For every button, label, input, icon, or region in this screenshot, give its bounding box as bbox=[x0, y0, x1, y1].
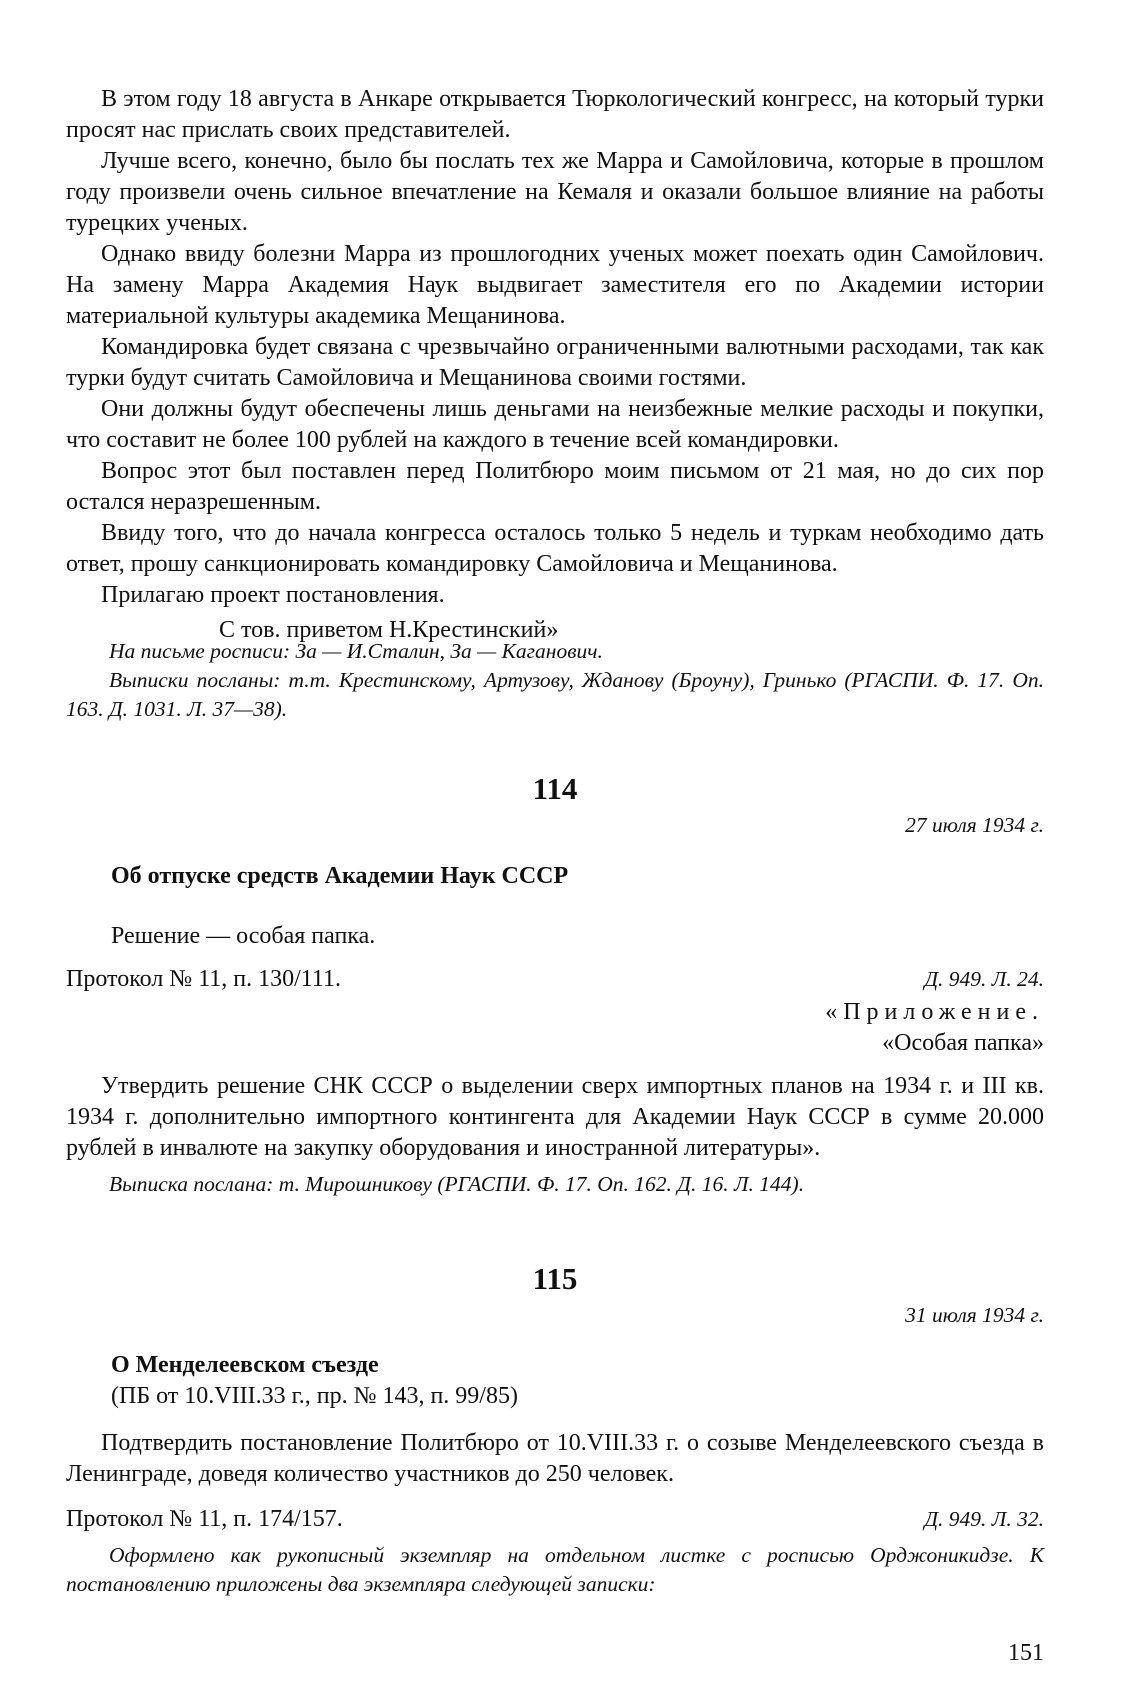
page-footer bbox=[66, 1640, 1044, 1667]
resolution-text: Подтвердить постановление Политбюро от 10.VIII.33 г. о созыве Менделеевского съезда в Ленинграде, доведя количество участников до 250 человек. bbox=[66, 1430, 1044, 1487]
signature: С тов. приветом Н.Крестинский» bbox=[219, 617, 559, 643]
letter-body bbox=[66, 84, 1044, 646]
protocol: Протокол № 11, п. 130/111. bbox=[66, 966, 342, 992]
document-date: 27 июля 1934 г. bbox=[905, 813, 1044, 837]
document-title: Об отпуске средств Академии Наук СССР bbox=[111, 863, 569, 889]
note-extracts: Выписки посланы: т.т. Крестинскому, Артузову, Жданову (Броуну), Гринько (РГАСПИ. Ф. 17. Оп. 163. Д. 1031. Л. 37—38). bbox=[66, 668, 1044, 721]
paragraph: Ввиду того, что до начала конгресса осталось только 5 недель и туркам необходимо дать ответ, прошу санкционировать командировку Самойловича и Мещанинова. bbox=[66, 520, 1044, 577]
protocol-line bbox=[66, 1504, 1044, 1535]
protocol: Протокол № 11, п. 174/157. bbox=[66, 1506, 343, 1532]
paragraph: Однако ввиду болезни Марра из прошлогодних ученых может поехать один Самойлович. На замену Марра Академия Наук выдвигает заместителя его по Академии истории материальной культуры академика Мещанинова. bbox=[66, 241, 1044, 329]
note: Оформлено как рукописный экземпляр на отдельном листке с росписью Орджоникидзе. К постановлению приложены два экземпляра следующей записки: bbox=[66, 1543, 1044, 1596]
document-date: 31 июля 1934 г. bbox=[905, 1303, 1044, 1327]
document-number: 115 bbox=[532, 1261, 578, 1296]
resolution-text: Утвердить решение СНК СССР о выделении сверх импортных планов на 1934 г. и III кв. 1934 г. дополнительно импортного контингента для Академии Наук СССР в сумме 20.000 рублей в инвалюте на закупку оборудования и иностранной литературы». bbox=[66, 1073, 1044, 1161]
document-114 bbox=[66, 771, 1044, 1199]
special-folder-label: «Особая папка» bbox=[882, 1030, 1044, 1056]
paragraph: Прилагаю проект постановления. bbox=[101, 582, 445, 608]
appendix-label: «Приложение. bbox=[825, 999, 1044, 1025]
page-number: 151 bbox=[1008, 1640, 1044, 1666]
document-subtitle: (ПБ от 10.VIII.33 г., пр. № 143, п. 99/85) bbox=[111, 1383, 518, 1409]
extract-note: Выписка послана: т. Мирошникову (РГАСПИ. Ф. 17. Оп. 162. Д. 16. Л. 144). bbox=[109, 1172, 805, 1196]
paragraph: Лучше всего, конечно, было бы послать тех же Марра и Самойловича, которые в прошлом году произвели очень сильное впечатление на Кемаля и оказали большое влияние на работы турецких ученых. bbox=[66, 148, 1044, 236]
protocol-line bbox=[66, 964, 1044, 995]
note-signatures: На письме росписи: За — И.Сталин, За — Каганович. bbox=[109, 639, 603, 663]
protocol-reference: Д. 949. Л. 24. bbox=[924, 967, 1044, 991]
paragraph: Они должны будут обеспечены лишь деньгами на неизбежные мелкие расходы и покупки, что составит не более 100 рублей на каждого в течение всей командировки. bbox=[66, 396, 1044, 453]
letter-notes bbox=[66, 637, 1044, 724]
decision-note: Решение — особая папка. bbox=[111, 923, 376, 949]
paragraph: Командировка будет связана с чрезвычайно ограниченными валютными расходами, так как турки будут считать Самойловича и Мещанинова своими гостями. bbox=[66, 334, 1044, 391]
document-number: 114 bbox=[532, 771, 578, 806]
paragraph: В этом году 18 августа в Анкаре открывается Тюркологический конгресс, на который турки просят нас прислать своих представителей. bbox=[66, 86, 1044, 143]
document-115 bbox=[66, 1261, 1044, 1599]
paragraph: Вопрос этот был поставлен перед Политбюро моим письмом от 21 мая, но до сих пор остался неразрешенным. bbox=[66, 458, 1044, 515]
protocol-reference: Д. 949. Л. 32. bbox=[924, 1507, 1044, 1531]
document-title: О Менделеевском съезде bbox=[111, 1352, 379, 1378]
